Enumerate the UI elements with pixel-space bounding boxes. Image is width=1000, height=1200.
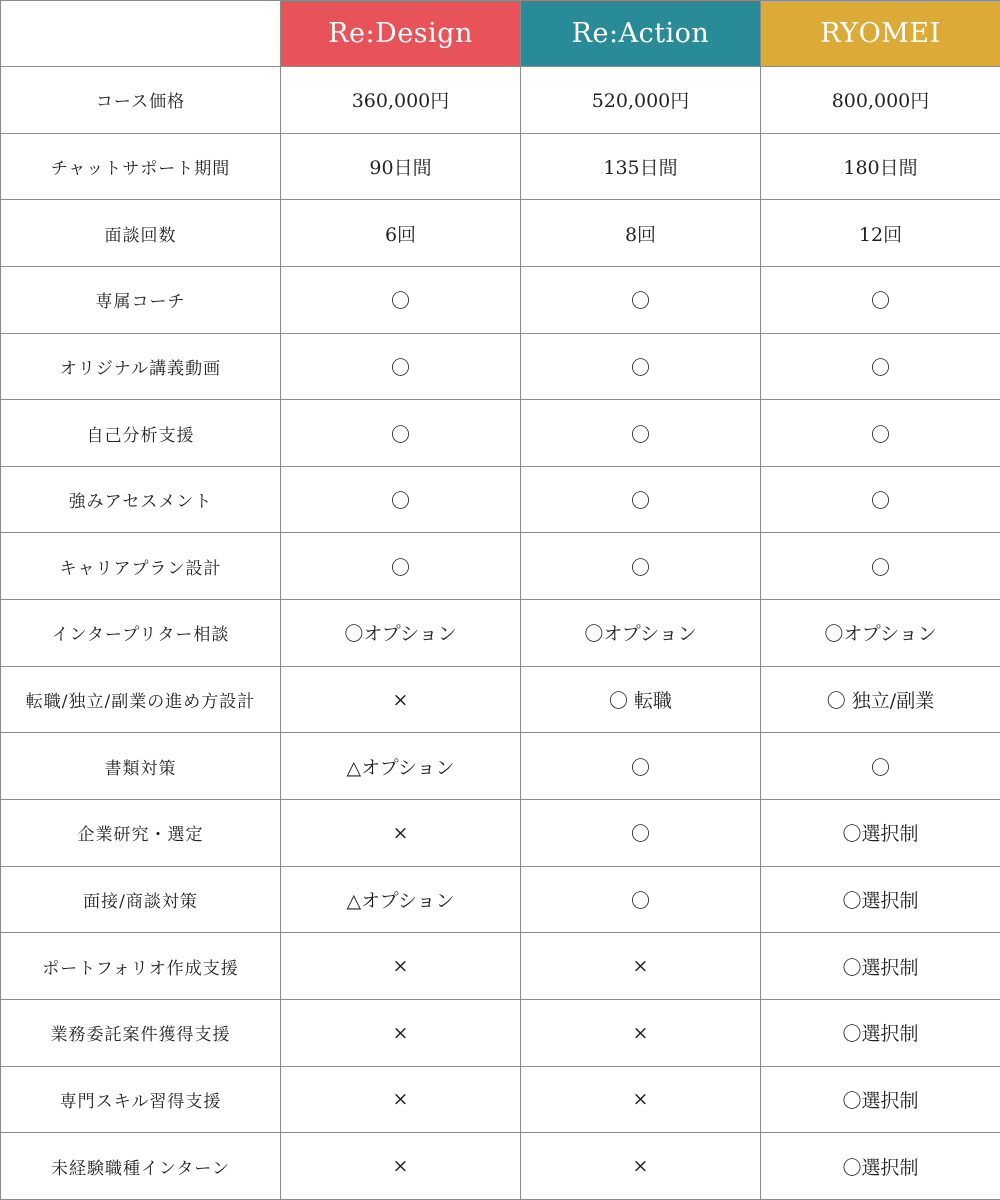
cell-ryomei: 12回 [761, 200, 1000, 267]
cell-redesign: 〇 [281, 333, 521, 400]
cell-redesign: 90日間 [281, 133, 521, 200]
table-row [1, 533, 1000, 600]
cell-ryomei: 〇 [761, 466, 1000, 533]
table-row [1, 1133, 1000, 1200]
cell-reaction: 〇 [521, 800, 761, 867]
cell-ryomei: 〇選択制 [761, 999, 1000, 1066]
table-row [1, 733, 1000, 800]
cell-reaction: 〇 [521, 333, 761, 400]
cell-ryomei: 〇選択制 [761, 800, 1000, 867]
cell-reaction: × [521, 999, 761, 1066]
cell-ryomei: 〇オプション [761, 600, 1000, 667]
cell-reaction: 〇 [521, 466, 761, 533]
table-row [1, 133, 1000, 200]
cell-redesign: 6回 [281, 200, 521, 267]
cell-redesign: 〇オプション [281, 600, 521, 667]
cell-reaction: 〇オプション [521, 600, 761, 667]
cell-reaction: 〇 [521, 400, 761, 467]
cell-redesign: △オプション [281, 733, 521, 800]
cell-ryomei: 〇選択制 [761, 1133, 1000, 1200]
header-corner-cell [1, 1, 281, 67]
cell-reaction: × [521, 1066, 761, 1133]
feature-label: ポートフォリオ作成支援 [1, 933, 281, 1000]
cell-ryomei: 〇 [761, 733, 1000, 800]
cell-reaction: 〇 転職 [521, 666, 761, 733]
table-row [1, 666, 1000, 733]
feature-label: インタープリター相談 [1, 600, 281, 667]
feature-label: 面接/商談対策 [1, 866, 281, 933]
cell-redesign: 〇 [281, 466, 521, 533]
plan-header-ryomei: RYOMEI [761, 1, 1000, 67]
cell-reaction: 〇 [521, 266, 761, 333]
cell-reaction: 〇 [521, 733, 761, 800]
plan-header-redesign: Re:Design [281, 1, 521, 67]
table-row [1, 933, 1000, 1000]
cell-redesign: × [281, 800, 521, 867]
feature-label: 業務委託案件獲得支援 [1, 999, 281, 1066]
cell-redesign: × [281, 1133, 521, 1200]
cell-ryomei: 800,000円 [761, 67, 1000, 134]
plan-header-reaction: Re:Action [521, 1, 761, 67]
table-body [1, 67, 1000, 1200]
feature-label: 面談回数 [1, 200, 281, 267]
table-row [1, 1066, 1000, 1133]
cell-reaction: 135日間 [521, 133, 761, 200]
feature-label: 転職/独立/副業の進め方設計 [1, 666, 281, 733]
feature-label: オリジナル講義動画 [1, 333, 281, 400]
feature-label: 専属コーチ [1, 266, 281, 333]
table-row [1, 400, 1000, 467]
feature-label: 専門スキル習得支援 [1, 1066, 281, 1133]
table-row [1, 800, 1000, 867]
feature-label: チャットサポート期間 [1, 133, 281, 200]
cell-ryomei: 〇 [761, 333, 1000, 400]
cell-ryomei: 〇 [761, 533, 1000, 600]
cell-redesign: 〇 [281, 533, 521, 600]
cell-redesign: × [281, 666, 521, 733]
cell-ryomei: 〇 [761, 266, 1000, 333]
feature-label: キャリアプラン設計 [1, 533, 281, 600]
cell-ryomei: 〇 [761, 400, 1000, 467]
feature-label: 書類対策 [1, 733, 281, 800]
cell-ryomei: 〇選択制 [761, 866, 1000, 933]
table-row [1, 600, 1000, 667]
header-row [1, 1, 1000, 67]
table-row [1, 466, 1000, 533]
cell-redesign: 360,000円 [281, 67, 521, 134]
cell-reaction: 520,000円 [521, 67, 761, 134]
cell-redesign: △オプション [281, 866, 521, 933]
cell-reaction: 〇 [521, 533, 761, 600]
cell-redesign: × [281, 1066, 521, 1133]
table-row [1, 200, 1000, 267]
cell-redesign: × [281, 999, 521, 1066]
cell-ryomei: 〇選択制 [761, 933, 1000, 1000]
table-row [1, 266, 1000, 333]
feature-label: 未経験職種インターン [1, 1133, 281, 1200]
table-row [1, 999, 1000, 1066]
table-row [1, 866, 1000, 933]
table-row [1, 67, 1000, 134]
table-row [1, 333, 1000, 400]
cell-ryomei: 〇 独立/副業 [761, 666, 1000, 733]
feature-label: 自己分析支援 [1, 400, 281, 467]
cell-reaction: 〇 [521, 866, 761, 933]
feature-label: 強みアセスメント [1, 466, 281, 533]
cell-reaction: × [521, 1133, 761, 1200]
feature-label: 企業研究・選定 [1, 800, 281, 867]
cell-redesign: 〇 [281, 400, 521, 467]
cell-ryomei: 〇選択制 [761, 1066, 1000, 1133]
cell-redesign: 〇 [281, 266, 521, 333]
feature-label: コース価格 [1, 67, 281, 134]
cell-ryomei: 180日間 [761, 133, 1000, 200]
cell-reaction: × [521, 933, 761, 1000]
cell-reaction: 8回 [521, 200, 761, 267]
cell-redesign: × [281, 933, 521, 1000]
